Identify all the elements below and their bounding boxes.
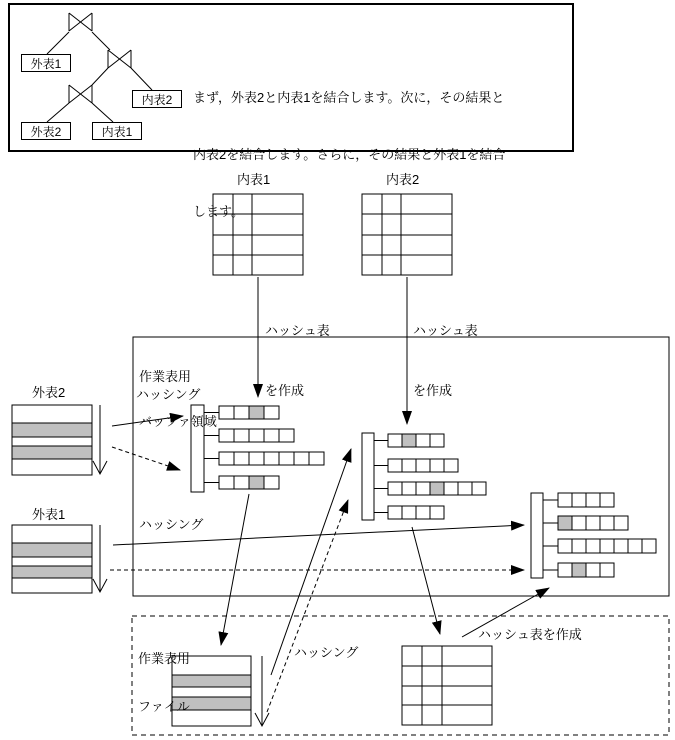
hash-structure-3-chain-4-cell [586,563,600,577]
hash-structure-2-chain-3-cell [430,482,444,495]
hash-structure-1-chain-3-cell [249,452,264,465]
hash-structure-3-chain-4-cell [558,563,572,577]
hash-structure-3-chain-2-cell [572,516,586,530]
hash-structure-3-chain-3-cell [642,539,656,553]
outer-table-2 [12,405,92,475]
tree-line-2 [92,32,110,50]
hash-structure-1-chain-3-cell [264,452,279,465]
outer-table-1 [12,525,92,593]
hash-structure-3-chain-3-cell [586,539,600,553]
tree-node-outer-table-2: 外表2 [21,122,71,140]
outer-table-2-gray-row [12,446,92,459]
hash-structure-1-chain-4-cell [249,476,264,489]
hash-structure-1-chain-2-cell [249,429,264,442]
hash-structure-3-header-bar [531,493,543,578]
buffer-area-label-line2: バッファ領域 [139,414,217,429]
hashing-label-2: ハッシング [139,517,204,532]
hash-structure-1-chain-3-cell [219,452,234,465]
hash-structure-2-header-bar [362,433,374,520]
hash-structure-3-chain-3-cell [614,539,628,553]
hash-structure-1-chain-1-cell [249,406,264,419]
hash-structure-2-chain-3-cell [444,482,458,495]
hash-structure-3-chain-1-cell [558,493,572,507]
inner-table-1-title: 内表1 [237,172,271,187]
outer-table-2-gray-row [12,423,92,437]
create-hash-label-2 [413,281,478,441]
hash-structure-3-chain-3-cell [600,539,614,553]
create-hash-label-1 [265,281,330,441]
description-line-3: します。 [193,204,244,219]
hash-structure-2-chain-2-cell [444,459,458,472]
hash-structure-1-chain-3-cell [234,452,249,465]
hash-structure-2-chain-3-cell [388,482,402,495]
tree-node-inner-table-1: 内表1 [92,122,142,140]
join-order-description [193,50,505,259]
file-area-label-line2: ファイル [138,699,190,714]
tree-node-outer-table-1: 外表1 [21,54,71,72]
hash-structure-3-chain-1-cell [600,493,614,507]
tree-node-inner-table-2: 内表2 [132,90,182,108]
create-hash-label-2-line1: ハッシュ表 [413,323,478,338]
hash-structure-2-chain-2-cell [388,459,402,472]
hash-structure-2-chain-4-cell [416,506,430,519]
create-hash-label-1-line2: を作成 [265,383,305,398]
description-line-1: まず，外表2と内表1を結合します。次に，その結果と [193,90,505,105]
hash-structure-3-chain-2-cell [614,516,628,530]
hash-structure-3-chain-1-cell [572,493,586,507]
hash-structure-3-chain-3-cell [572,539,586,553]
create-hash-label-1-line1: ハッシュ表 [265,323,330,338]
hash-structure-2-chain-2-cell [402,459,416,472]
hash-structure-3-chain-1-cell [586,493,600,507]
arrow-file-hashing-solid [271,449,351,675]
arrow-spill-to-file-table [412,527,440,634]
create-hash-file-label: ハッシュ表を作成 [478,627,582,642]
outer-table-1-title: 外表1 [32,507,66,522]
hash-structure-2-chain-4-cell [430,506,444,519]
hash-structure-2-chain-3-cell [402,482,416,495]
hash-structure-3-chain-2-cell [558,516,572,530]
hash-structure-1-chain-3-cell [294,452,309,465]
hash-structure-3-chain-3-cell [628,539,642,553]
hash-structure-3-chain-2-cell [600,516,614,530]
tree-line-3 [92,68,108,85]
tree-line-5 [47,103,69,122]
hash-structure-1-chain-4-cell [234,476,249,489]
create-hash-label-2-line2: を作成 [413,383,453,398]
inner-table-2-title: 内表2 [386,172,420,187]
hash-structure-3-chain-4-cell [600,563,614,577]
outer-table-1-gray-row [12,566,92,578]
hash-structure-2-chain-3-cell [416,482,430,495]
hash-structure-1-chain-2-cell [234,429,249,442]
hash-structure-1-chain-3-cell [279,452,294,465]
hash-structure-3-chain-3-cell [558,539,572,553]
hash-structure-2-chain-2-cell [430,459,444,472]
tree-line-4 [131,68,152,90]
arrow-file-hashing-dashed [267,500,348,712]
tree-line-6 [92,103,113,122]
buffer-area-label-line1: 作業表用 [139,369,192,384]
file-area-label-line1: 作業表用 [138,651,191,666]
outer-table-2-title: 外表2 [32,385,66,400]
description-line-2: 内表2を結合します。さらに，その結果と外表1を結合 [193,147,506,162]
file-area-label [138,619,190,740]
hashing-label-3: ハッシング [294,645,359,660]
hash-structure-2-chain-4-cell [402,506,416,519]
hash-structure-1-chain-1-cell [219,406,234,419]
hash-structure-2-chain-3-cell [458,482,472,495]
hashing-label-1: ハッシング [136,387,201,402]
hash-structure-1-chain-4-cell [219,476,234,489]
hash-structure-1-chain-2-cell [219,429,234,442]
hash-structure-3-chain-4-cell [572,563,586,577]
tree-line-1 [47,32,69,54]
hash-structure-3-chain-2-cell [586,516,600,530]
hash-structure-1-chain-4-cell [264,476,279,489]
hash-structure-2-chain-4-cell [388,506,402,519]
outer-table-1-gray-row [12,543,92,557]
hash-structure-1-chain-3-cell [309,452,324,465]
hash-structure-2-chain-2-cell [416,459,430,472]
hash-structure-2-chain-3-cell [472,482,486,495]
hash-structure-2-chain-1-cell [388,434,402,447]
hash-structure-1-chain-1-cell [234,406,249,419]
